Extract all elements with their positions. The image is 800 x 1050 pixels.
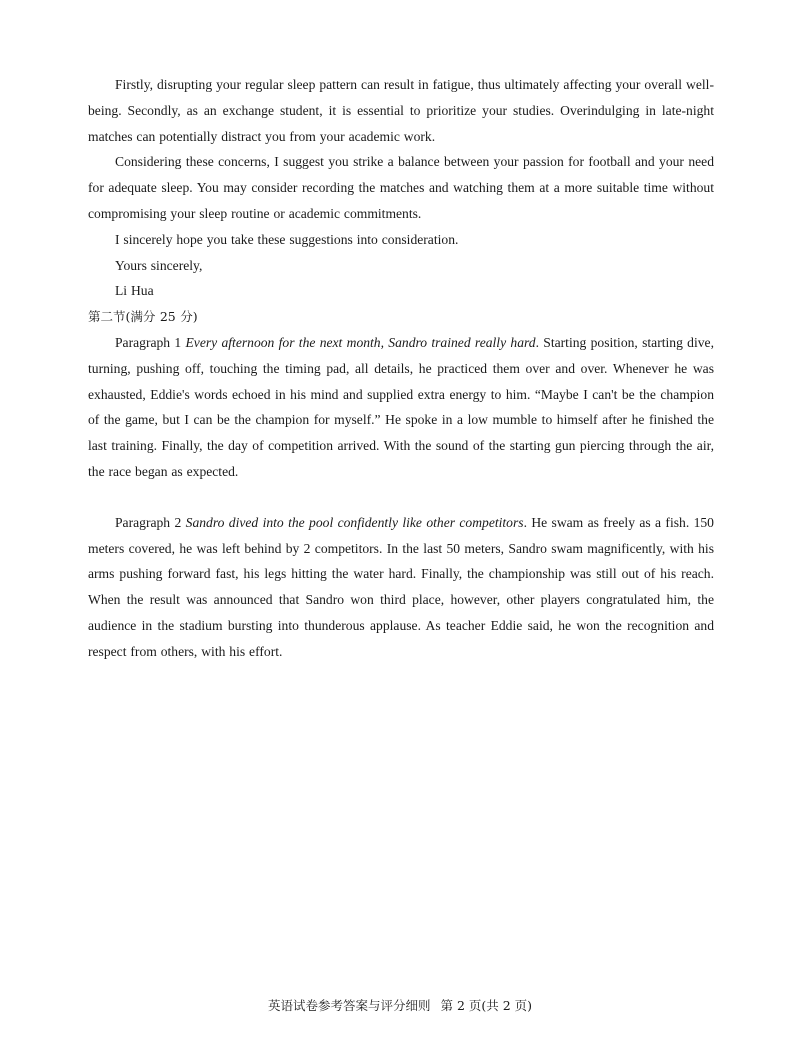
page-footer (0, 996, 800, 1014)
paragraph-text: . He swam as freely as a fish. 150 meters covered, he was left behind by 2 competitors. In the last 50 meters, Sandro swam magnificently, with his arms pushing forward fast, his legs hitting the water hard. Finally, the championship was still out of his reach. When the result was announced that Sandro won third place, however, other players congratulated him, the audience in the stadium bursting into thunderous applause. As teacher Eddie said, he won the recognition and respect from others, with his effort. (88, 514, 714, 659)
paragraph-label: Paragraph 2 (115, 514, 182, 530)
document-body (88, 72, 714, 665)
paragraph-text: . Starting position, starting dive, turning, pushing off, touching the timing pad, all details, he practiced them over and over. Whenever he was exhausted, Eddie's words echoed in his mind and supplied extra energy to him. “Maybe I can't be the champion of the game, but I can be the champion for myself.” He spoke in a low mumble to himself after he finished the last training. Finally, the day of competition arrived. With the sound of the starting gun piercing through the air, the race began as expected. (88, 334, 714, 479)
paragraph-lead-sentence: Every afternoon for the next month, Sandro trained really hard (185, 334, 536, 350)
letter-paragraph-3: I sincerely hope you take these suggestions into consideration. (115, 231, 459, 247)
letter-paragraph-1: Firstly, disrupting your regular sleep pattern can result in fatigue, thus ultimately affecting your overall well-being. Secondly, as an exchange student, it is essential to prioritize your studies. Overindulging in late-night matches can potentially distract you from your academic work. (88, 77, 714, 144)
letter-paragraph-2: Considering these concerns, I suggest you strike a balance between your passion for football and your need for adequate sleep. You may consider recording the matches and watching them at a more suitable time without compromising your sleep routine or academic commitments. (88, 154, 714, 221)
section-heading: 第二节(满分 25 分) (88, 309, 198, 325)
paragraph-label: Paragraph 1 (115, 334, 182, 350)
continuation-paragraph-1 (88, 330, 714, 485)
letter-closing: Yours sincerely, (115, 257, 203, 273)
continuation-paragraph-2 (88, 510, 714, 665)
footer-title: 英语试卷参考答案与评分细则 (267, 998, 431, 1013)
footer-page-number: 第 2 页(共 2 页) (440, 998, 533, 1013)
letter-signature: Li Hua (115, 283, 154, 299)
paragraph-lead-sentence: Sandro dived into the pool confidently like other competitors (185, 514, 524, 530)
